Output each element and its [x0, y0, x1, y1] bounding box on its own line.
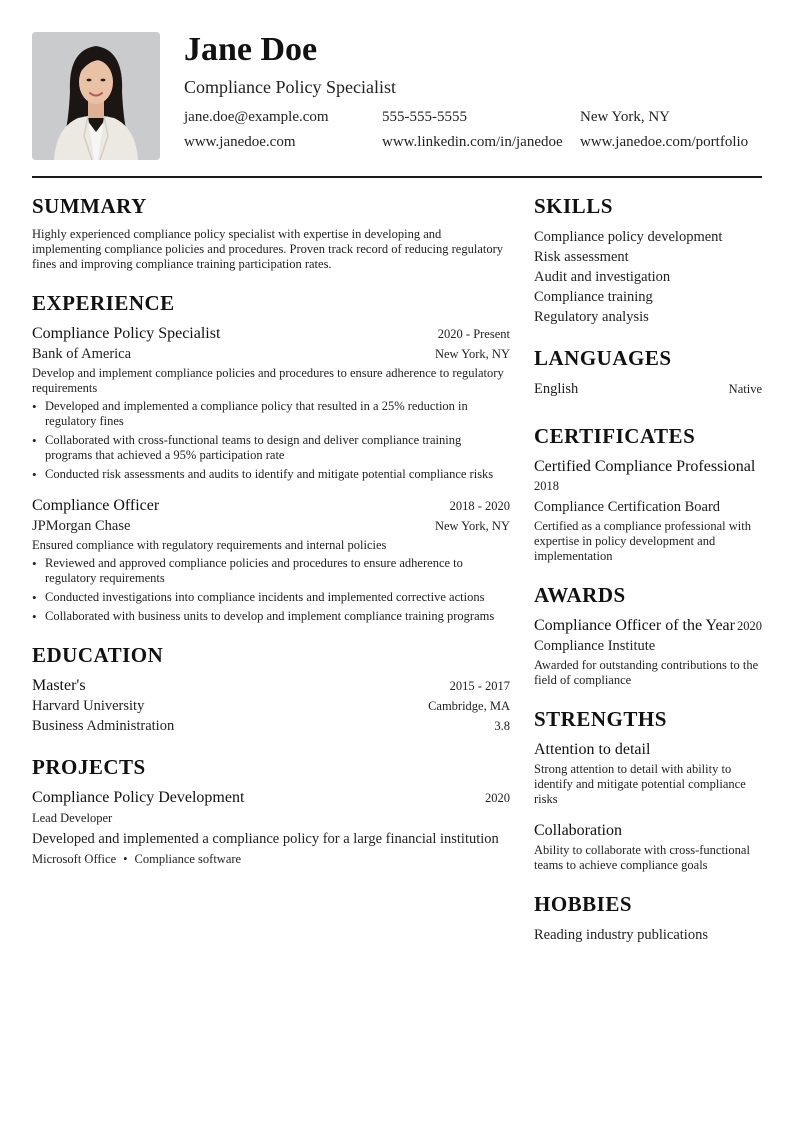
education-gpa: 3.8: [494, 719, 510, 733]
language-level: Native: [728, 382, 762, 396]
job-company: JPMorgan Chase: [32, 518, 131, 534]
education-school: Harvard University: [32, 698, 145, 714]
hobby-item: Reading industry publications: [534, 927, 708, 943]
job-bullets: [32, 399, 510, 482]
award-issuer: Compliance Institute: [534, 638, 656, 654]
job-bullet: • Conducted risk assessments and audits to identify and mitigate potential compliance risks: [32, 467, 510, 482]
header-divider: [32, 176, 762, 178]
project-role: Lead Developer: [32, 811, 113, 825]
project-tools: [32, 852, 510, 867]
job-company: Bank of America: [32, 346, 132, 362]
skill-item: Audit and investigation: [534, 269, 671, 285]
experience-entry: [32, 324, 510, 482]
phone-number[interactable]: 555-555-5555: [382, 109, 467, 125]
job-summary: Ensured compliance with regulatory requirements and internal policies: [32, 538, 387, 552]
skill-item: Risk assessment: [534, 249, 629, 265]
job-summary: Develop and implement compliance policies and procedures to ensure adherence to regulatory requirements: [32, 366, 504, 395]
candidate-title: Compliance Policy Specialist: [184, 77, 396, 97]
strength-description: Strong attention to detail with ability to identify and mitigate potential compliance risks: [534, 762, 746, 806]
education-dates: 2015 - 2017: [449, 679, 510, 693]
job-role: Compliance Policy Specialist: [32, 325, 221, 342]
project-year: 2020: [485, 791, 510, 805]
hobbies-heading: HOBBIES: [534, 892, 633, 916]
summary-heading: SUMMARY: [32, 194, 147, 218]
right-column: [534, 193, 762, 963]
certificate-year: 2018: [534, 479, 559, 493]
tool-separator: •: [123, 852, 128, 866]
project-tool: Microsoft Office: [32, 852, 117, 866]
education-field: Business Administration: [32, 718, 175, 734]
skill-item: Compliance training: [534, 289, 653, 305]
education-heading: EDUCATION: [32, 643, 164, 667]
strengths-section: [534, 706, 762, 873]
award-year: 2020: [737, 619, 762, 633]
experience-heading: EXPERIENCE: [32, 291, 175, 315]
awards-heading: AWARDS: [534, 583, 626, 607]
job-location: New York, NY: [434, 519, 510, 533]
strengths-heading: STRENGTHS: [534, 707, 667, 731]
strength-name: Attention to detail: [534, 741, 651, 758]
projects-section: [32, 754, 510, 867]
website-link[interactable]: www.janedoe.com: [184, 134, 296, 150]
job-bullets: [32, 556, 510, 624]
experience-section: [32, 290, 510, 624]
certificates-heading: CERTIFICATES: [534, 424, 696, 448]
project-name: Compliance Policy Development: [32, 789, 245, 806]
certificate-description: Certified as a compliance professional with expertise in policy development and implementation: [534, 519, 751, 563]
job-dates: 2020 - Present: [437, 327, 510, 341]
skill-item: Regulatory analysis: [534, 309, 649, 325]
education-location: Cambridge, MA: [428, 699, 510, 713]
portfolio-link[interactable]: www.janedoe.com/portfolio: [580, 134, 749, 150]
languages-heading: LANGUAGES: [534, 346, 672, 370]
strength-name: Collaboration: [534, 822, 622, 839]
linkedin-link[interactable]: www.linkedin.com/in/janedoe: [382, 134, 563, 150]
skill-item: Compliance policy development: [534, 229, 723, 245]
awards-section: [534, 582, 762, 688]
left-column: [32, 193, 510, 885]
job-bullet: • Collaborated with business units to develop and implement compliance training programs: [32, 609, 510, 624]
job-bullet: • Reviewed and approved compliance policies and procedures to ensure adherence to regulatory requirements: [32, 556, 510, 586]
candidate-name: Jane Doe: [184, 31, 318, 68]
job-bullet: • Collaborated with cross-functional teams to design and deliver compliance training programs that achieved a 95% participation rate: [32, 433, 510, 463]
job-bullet: • Conducted investigations into compliance incidents and implemented corrective actions: [32, 590, 510, 605]
contact-info: [184, 108, 774, 152]
job-location: New York, NY: [434, 347, 510, 361]
job-dates: 2018 - 2020: [449, 499, 510, 513]
summary-text: Highly experienced compliance policy specialist with expertise in developing and implementing compliance policies and procedures. Proven track record of reducing regulatory fines and improving compliance training participation rates.: [32, 227, 504, 271]
skills-section: [534, 193, 762, 327]
strength-description: Ability to collaborate with cross-functional teams to achieve compliance goals: [534, 843, 750, 872]
certificates-section: [534, 423, 762, 564]
hobbies-section: [534, 891, 762, 945]
certificate-issuer: Compliance Certification Board: [534, 499, 721, 515]
award-name: Compliance Officer of the Year: [534, 617, 735, 634]
projects-heading: PROJECTS: [32, 755, 146, 779]
location: New York, NY: [580, 109, 671, 125]
strength-entry: [534, 821, 762, 873]
project-tool: Compliance software: [134, 852, 242, 866]
job-bullet: • Developed and implemented a compliance policy that resulted in a 25% reduction in regulatory fines: [32, 399, 510, 429]
language-name: English: [534, 381, 579, 397]
profile-photo: [32, 32, 160, 160]
experience-entry: [32, 496, 510, 624]
award-description: Awarded for outstanding contributions to the field of compliance: [534, 658, 759, 687]
project-description: Developed and implemented a compliance policy for a large financial institution: [32, 831, 499, 847]
job-role: Compliance Officer: [32, 497, 160, 514]
summary-section: [32, 193, 510, 272]
languages-section: [534, 345, 762, 399]
skills-heading: SKILLS: [534, 194, 613, 218]
education-degree: Master's: [32, 677, 86, 694]
certificate-name: Certified Compliance Professional: [534, 458, 756, 475]
strength-entry: [534, 740, 762, 807]
education-section: [32, 642, 510, 736]
email-link[interactable]: jane.doe@example.com: [184, 109, 329, 125]
